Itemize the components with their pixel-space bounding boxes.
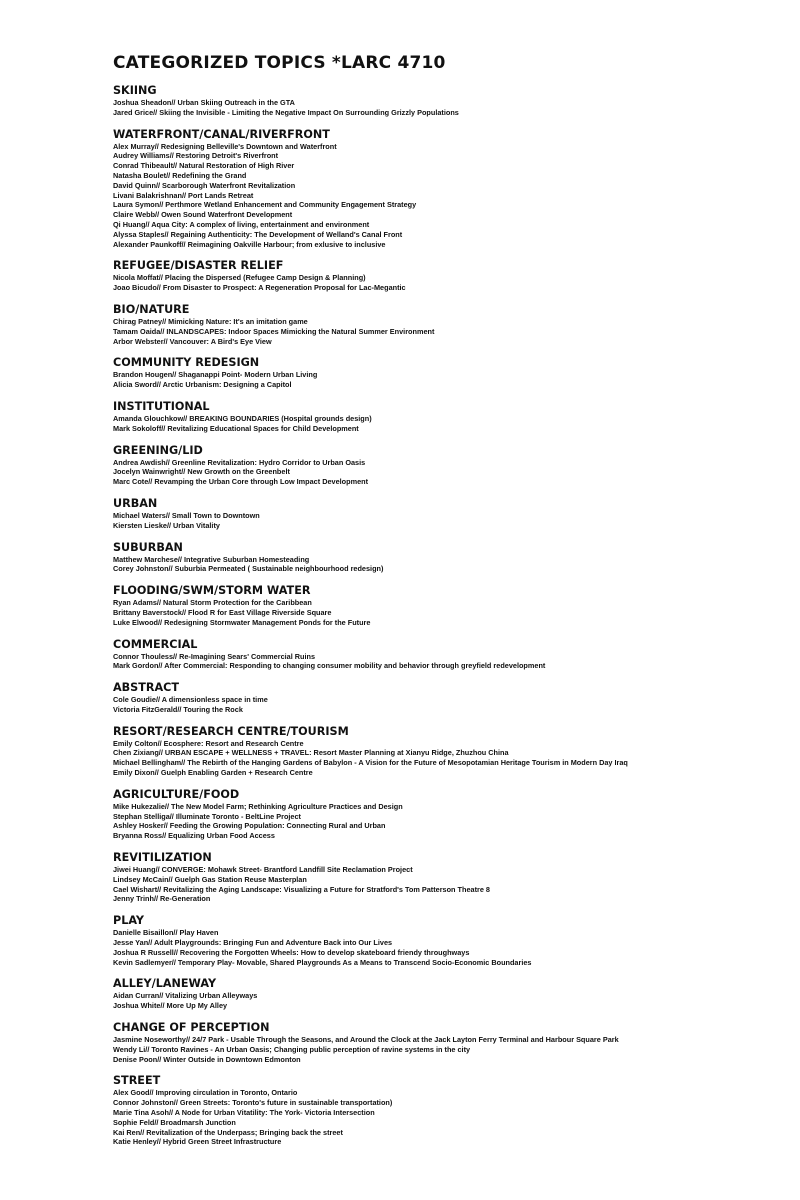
topic-section xyxy=(113,542,760,575)
topic-entry: Stephan Stelliga// Illuminate Toronto - BeltLine Project xyxy=(113,811,301,821)
topic-section xyxy=(113,852,760,904)
topic-entry: Lindsey McCain// Guelph Gas Station Reuse Masterplan xyxy=(113,874,307,884)
topic-section xyxy=(113,915,760,967)
topic-section xyxy=(113,401,760,434)
topic-entry: Jocelyn Wainwright// New Growth on the Greenbelt xyxy=(113,467,290,477)
section-heading: COMMUNITY REDESIGN xyxy=(113,356,260,370)
topic-entry: Connor Thouless// Re-Imagining Sears' Commercial Ruins xyxy=(113,651,316,661)
section-heading: URBAN xyxy=(113,496,158,510)
section-heading: BIO/NATURE xyxy=(113,302,190,316)
topic-entry: Natasha Boulet// Redefining the Grand xyxy=(113,170,247,180)
topic-section xyxy=(113,1022,760,1064)
topic-entry: Alyssa Staples// Regaining Authenticity: The Development of Welland's Canal Front xyxy=(113,229,403,239)
section-heading: INSTITUTIONAL xyxy=(113,399,210,413)
topic-entry: Luke Elwood// Redesigning Stormwater Management Ponds for the Future xyxy=(113,617,371,627)
topic-section xyxy=(113,498,760,531)
topic-section xyxy=(113,585,760,627)
section-heading: REFUGEE/DISASTER RELIEF xyxy=(113,259,284,273)
topic-entry: Ashley Hosker// Feeding the Growing Population: Connecting Rural and Urban xyxy=(113,821,386,831)
topic-entry: Denise Poon// Winter Outside in Downtown Edmonton xyxy=(113,1054,301,1064)
topic-entry: Joshua Sheadon// Urban Skiing Outreach in the GTA xyxy=(113,98,295,107)
topic-entry: Alexander Paunkoff// Reimagining Oakville Harbour; from exlusive to inclusive xyxy=(113,239,386,249)
topic-entry: Alex Murray// Redesigning Belleville's Downtown and Waterfront xyxy=(113,141,337,151)
topic-entry: Joao Bicudo// From Disaster to Prospect: A Regeneration Proposal for Lac-Megantic xyxy=(113,283,406,293)
topic-section xyxy=(113,357,760,390)
section-heading: GREENING/LID xyxy=(113,443,203,457)
section-heading: ABSTRACT xyxy=(113,681,179,695)
section-heading: AGRICULTURE/FOOD xyxy=(113,787,240,801)
topic-entry: Kai Ren// Revitalization of the Underpass; Bringing back the street xyxy=(113,1127,343,1137)
topic-entry: Joshua R Russell// Recovering the Forgotten Wheels: How to develop skateboard friendy throughways xyxy=(113,947,470,957)
topic-entry: Katie Henley// Hybrid Green Street Infrastructure xyxy=(113,1137,282,1147)
topic-entry: Mike Hukezalie// The New Model Farm; Rethinking Agriculture Practices and Design xyxy=(113,801,403,811)
topic-entry: Conrad Thibeault// Natural Restoration of High River xyxy=(113,161,295,171)
topic-entry: Victoria FitzGerald// Touring the Rock xyxy=(113,704,243,714)
section-heading: WATERFRONT/CANAL/RIVERFRONT xyxy=(113,127,330,141)
topic-entry: Wendy Li// Toronto Ravines - An Urban Oasis; Changing public perception of ravine systems in the city xyxy=(113,1044,471,1054)
topic-entry: Mark Gordon// After Commercial: Responding to changing consumer mobility and behavior through greyfield redevelopment xyxy=(113,661,546,671)
topic-entry: Joshua White// More Up My Alley xyxy=(113,1001,228,1011)
section-heading: COMMERCIAL xyxy=(113,637,198,651)
topic-section xyxy=(113,445,760,487)
topic-entry: Brandon Hougen// Shaganappi Point- Modern Urban Living xyxy=(113,370,318,380)
topic-entry: Kevin Sadlemyer// Temporary Play- Movable, Shared Playgrounds As a Means to Transcend Socio-Economic Boundaries xyxy=(113,957,532,967)
topic-entry: Marie Tina Asoh// A Node for Urban Vitatility: The York- Victoria Intersection xyxy=(113,1108,375,1118)
topic-entry: Emily Dixon// Guelph Enabling Garden + Research Centre xyxy=(113,768,313,778)
topic-entry: Connor Johnston// Green Streets: Toronto's future in sustainable transportation) xyxy=(113,1098,393,1108)
section-heading: RESORT/RESEARCH CENTRE/TOURISM xyxy=(113,724,349,738)
topic-entry: Alicia Sword// Arctic Urbanism: Designing a Capitol xyxy=(113,380,292,390)
topic-entry: Brittany Baverstock// Flood R for East Village Riverside Square xyxy=(113,607,332,617)
topic-entry: Andrea Awdish// Greenline Revitalization: Hydro Corridor to Urban Oasis xyxy=(113,457,366,467)
topic-entry: Jenny Trinh// Re-Generation xyxy=(113,894,211,904)
topic-entry: Marc Cote// Revamping the Urban Core through Low Impact Development xyxy=(113,477,369,487)
section-heading: SUBURBAN xyxy=(113,540,183,554)
topic-entry: Amanda Glouchkow// BREAKING BOUNDARIES (Hospital grounds design) xyxy=(113,413,372,423)
topic-section xyxy=(113,1075,760,1147)
topic-entry: Matthew Marchese// Integrative Suburban Homesteading xyxy=(113,554,310,564)
topic-entry: Corey Johnston// Suburbia Permeated ( Sustainable neighbourhood redesign) xyxy=(113,564,384,574)
topic-entry: Michael Waters// Small Town to Downtown xyxy=(113,510,260,520)
topic-entry: Danielle Bisaillon// Play Haven xyxy=(113,928,219,938)
section-heading: CHANGE OF PERCEPTION xyxy=(113,1021,270,1035)
section-heading: PLAY xyxy=(113,914,145,928)
topic-entry: Audrey Williams// Restoring Detroit's Riverfront xyxy=(113,151,279,161)
topic-section xyxy=(113,260,760,293)
topic-section xyxy=(113,85,760,118)
topic-entry: Sophie Feld// Broadmarsh Junction xyxy=(113,1117,236,1127)
topic-entry: Michael Bellingham// The Rebirth of the Hanging Gardens of Babylon - A Vision for the Future of Mesopotamian Heritage Tourism in Modern Day Iraq xyxy=(113,758,628,768)
topic-entry: Kiersten Lieske// Urban Vitality xyxy=(113,520,220,530)
topic-section xyxy=(113,789,760,841)
topic-section xyxy=(113,682,760,715)
topic-entry: Ryan Adams// Natural Storm Protection for the Caribbean xyxy=(113,598,312,608)
topic-sections xyxy=(113,85,760,1147)
section-heading: STREET xyxy=(113,1074,161,1088)
topic-entry: Chirag Patney// Mimicking Nature: It's an imitation game xyxy=(113,316,308,326)
topic-entry: Qi Huang// Aqua City: A complex of living, entertainment and environment xyxy=(113,219,370,229)
topic-entry: David Quinn// Scarborough Waterfront Revitalization xyxy=(113,180,296,190)
topic-section xyxy=(113,726,760,778)
topic-entry: Jasmine Noseworthy// 24/7 Park - Usable Through the Seasons, and Around the Clock at the Jack Layton Ferry Terminal and Harbour Square Park xyxy=(113,1035,619,1045)
topic-entry: Cael Wishart// Revitalizing the Aging Landscape: Visualizing a Future for Stratford's Tom Patterson Theatre 8 xyxy=(113,884,490,894)
topic-entry: Livani Balakrishnan// Port Lands Retreat xyxy=(113,190,254,200)
topic-entry: Jesse Yan// Adult Playgrounds: Bringing Fun and Adventure Back into Our Lives xyxy=(113,938,393,948)
topic-entry: Laura Symon// Perthmore Wetland Enhancement and Community Engagement Strategy xyxy=(113,200,417,210)
topic-entry: Jiwei Huang// CONVERGE: Mohawk Street- Brantford Landfill Site Reclamation Project xyxy=(113,865,413,875)
topic-section xyxy=(113,304,760,346)
topic-entry: Arbor Webster// Vancouver: A Bird's Eye View xyxy=(113,336,272,346)
topic-entry: Bryanna Ross// Equalizing Urban Food Access xyxy=(113,831,275,841)
topic-entry: Claire Webb// Owen Sound Waterfront Development xyxy=(113,210,293,220)
section-heading: FLOODING/SWM/STORM WATER xyxy=(113,584,311,598)
topic-section xyxy=(113,978,760,1011)
document-title: CATEGORIZED TOPICS *LARC 4710 xyxy=(113,53,446,73)
topic-entry: Cole Goudie// A dimensionless space in time xyxy=(113,695,268,705)
topic-entry: Mark Sokoloff// Revitalizing Educational Spaces for Child Development xyxy=(113,423,359,433)
topic-entry: Emily Colton// Ecosphere: Resort and Research Centre xyxy=(113,738,304,748)
topic-entry: Nicola Moffat// Placing the Dispersed (Refugee Camp Design & Planning) xyxy=(113,273,366,283)
topic-entry: Tamam Oaida// INLANDSCAPES: Indoor Spaces Mimicking the Natural Summer Environment xyxy=(113,326,435,336)
topic-section xyxy=(113,639,760,672)
topic-entry: Chen Zixiang// URBAN ESCAPE + WELLNESS + TRAVEL: Resort Master Planning at Xianyu Ridge, Zhuzhou China xyxy=(113,748,509,758)
topic-entry: Alex Good// Improving circulation in Toronto, Ontario xyxy=(113,1088,298,1098)
section-heading: ALLEY/LANEWAY xyxy=(113,977,217,991)
topic-section xyxy=(113,129,760,250)
topic-entry: Aidan Curran// Vitalizing Urban Alleyways xyxy=(113,991,258,1001)
section-heading: SKIING xyxy=(113,84,157,97)
topic-entry: Jared Grice// Skiing the Invisible - Limiting the Negative Impact On Surrounding Grizzly Populations xyxy=(113,107,459,117)
section-heading: REVITILIZATION xyxy=(113,851,212,865)
